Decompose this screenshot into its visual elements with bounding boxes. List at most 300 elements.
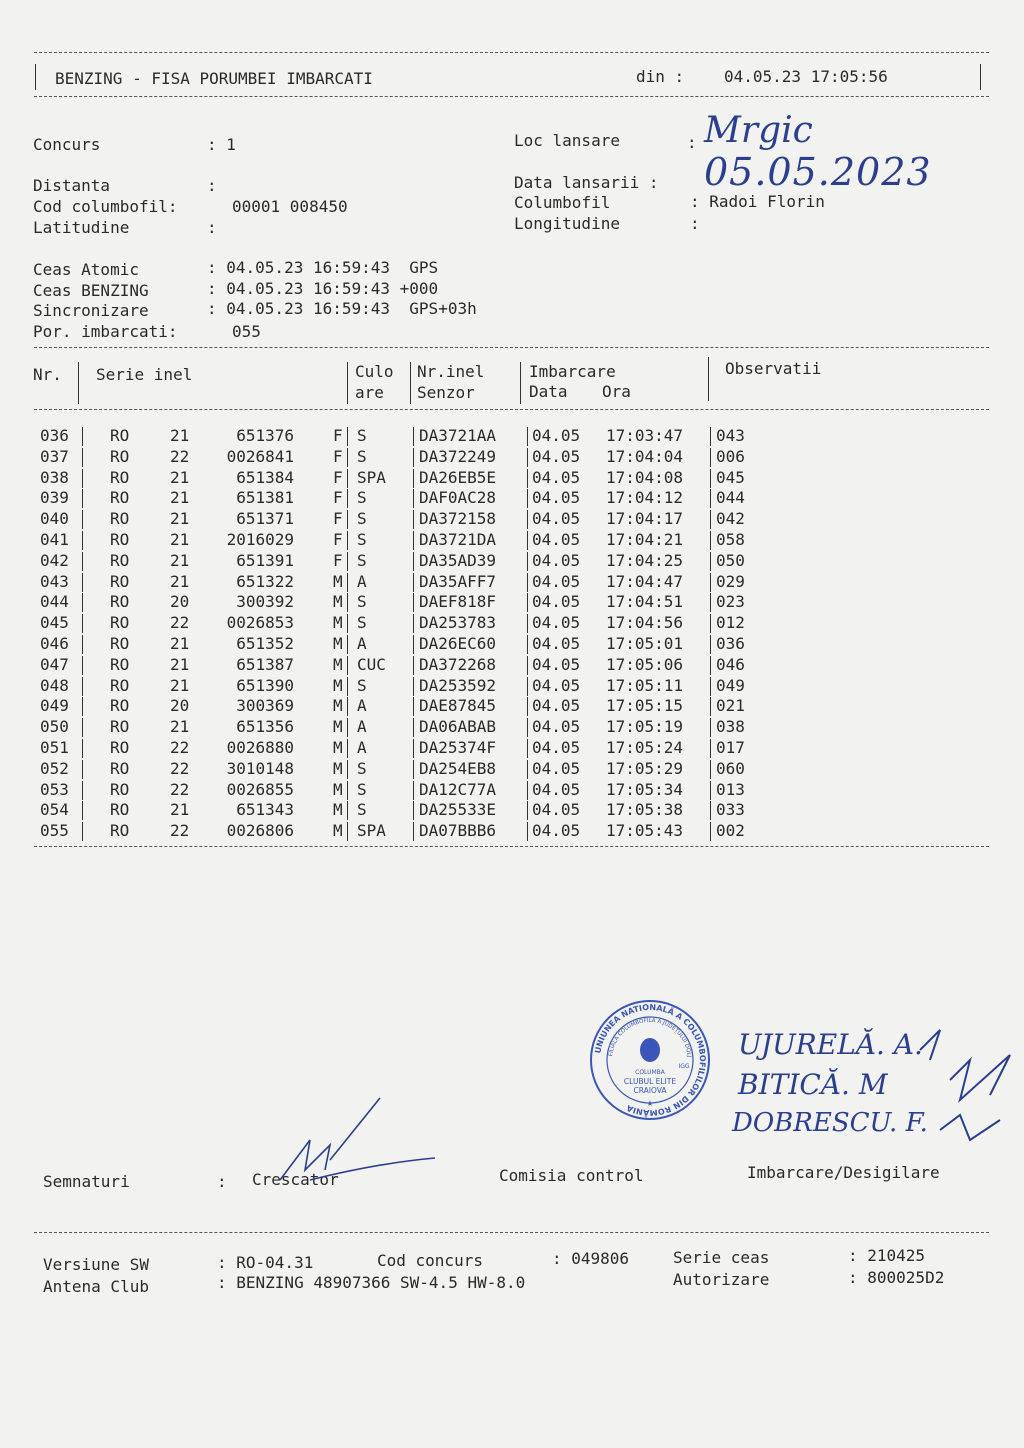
cell-ora: 17:05:01 [606, 634, 684, 653]
cell-ora: 17:04:17 [606, 509, 684, 529]
cell-inel: 2016029 [226, 530, 294, 549]
cell-ora: 17:05:38 [606, 800, 684, 820]
sincronizare-label: Sincronizare [33, 301, 149, 320]
cell-nr: 044 [40, 592, 69, 612]
cell-data: 04.05 [532, 613, 581, 633]
cell-inel: 651387 [236, 654, 294, 674]
cell-nr: 051 [40, 738, 69, 757]
cell-an: 22 [170, 758, 190, 778]
loc-lansare-colon: : [687, 133, 697, 152]
cell-divider [82, 573, 83, 592]
versiune-sw-label: Versiune SW [43, 1255, 149, 1274]
cell-an: 21 [170, 530, 190, 549]
cell-inel: 651352 [236, 634, 294, 653]
semnaturi-colon: : [217, 1172, 227, 1191]
cell-divider [82, 427, 83, 446]
cell-an: 21 [170, 550, 190, 570]
cell-observatii: 023 [716, 592, 745, 612]
cell-an: 21 [170, 800, 190, 820]
cell-observatii: 045 [716, 467, 745, 487]
svg-text:FILIALA COLUMBOFILĂ A JUDEȚULU: FILIALA COLUMBOFILĂ A JUDEȚULUI DOLJ [608, 1017, 692, 1058]
cell-observatii: 036 [716, 634, 745, 653]
cell-sex: M [333, 738, 343, 757]
cell-inel: 0026880 [226, 738, 294, 757]
cell-divider [347, 801, 348, 820]
cell-senzor: DA253592 [419, 675, 497, 695]
longitudine-label: Longitudine [514, 214, 620, 233]
svg-text:★: ★ [646, 1099, 654, 1108]
cell-sex: M [333, 696, 343, 716]
cell-inel: 651371 [236, 509, 294, 529]
col-divider [347, 362, 348, 404]
club-stamp-icon [588, 998, 712, 1122]
cell-senzor: DA3721DA [419, 530, 497, 549]
cell-tara: RO [110, 550, 130, 570]
cell-nr: 037 [40, 446, 69, 466]
cell-observatii: 044 [716, 488, 745, 508]
cell-an: 22 [170, 821, 190, 841]
cell-observatii: 006 [716, 446, 745, 466]
cell-an: 21 [170, 488, 190, 508]
cell-senzor: DA254EB8 [419, 758, 497, 778]
cell-tara: RO [110, 592, 130, 612]
cell-divider [347, 822, 348, 841]
cell-inel: 651390 [236, 675, 294, 695]
cell-sex: F [333, 426, 343, 445]
cell-senzor: DA06ABAB [419, 717, 497, 737]
cell-divider [710, 718, 711, 737]
cell-senzor: DA25374F [419, 738, 497, 757]
cell-divider [347, 593, 348, 612]
col-header-observatii: Observatii [725, 359, 822, 378]
cell-culoare: S [357, 613, 367, 633]
cell-an: 22 [170, 779, 190, 799]
cell-culoare: S [357, 779, 367, 799]
cell-data: 04.05 [532, 717, 581, 737]
cell-divider [347, 718, 348, 737]
imbarcare-desigilare-label: Imbarcare/Desigilare [747, 1163, 940, 1182]
latitudine-label: Latitudine [33, 218, 130, 237]
cell-an: 21 [170, 654, 190, 674]
cell-divider [710, 614, 711, 633]
cell-data: 04.05 [532, 446, 581, 466]
cell-divider [413, 822, 414, 841]
autorizare-value: : 800025D2 [848, 1268, 945, 1287]
cell-divider [82, 489, 83, 508]
cell-inel: 651384 [236, 467, 294, 487]
cell-divider [347, 760, 348, 779]
cod-concurs-label: Cod concurs [377, 1251, 483, 1270]
cell-culoare: S [357, 509, 367, 529]
cell-divider [347, 427, 348, 446]
din-label: din : [636, 67, 685, 86]
cell-sex: M [333, 717, 343, 737]
cell-nr: 050 [40, 717, 69, 737]
serie-ceas-value: : 210425 [848, 1246, 926, 1265]
cell-data: 04.05 [532, 550, 581, 570]
cell-divider [527, 718, 528, 737]
cell-divider [413, 531, 414, 550]
print-datetime: 04.05.23 17:05:56 [724, 67, 888, 86]
cell-divider [710, 448, 711, 467]
cell-observatii: 013 [716, 779, 745, 799]
cell-sex: M [333, 779, 343, 799]
columbofil-value: : Radoi Florin [690, 192, 825, 211]
distanta-label: Distanta [33, 176, 111, 195]
cell-observatii: 002 [716, 821, 745, 841]
cell-divider [413, 739, 414, 758]
cell-sex: M [333, 821, 343, 841]
cell-data: 04.05 [532, 758, 581, 778]
cell-divider [82, 635, 83, 654]
cell-tara: RO [110, 758, 130, 778]
svg-text:IGG: IGG [678, 1063, 690, 1070]
cell-an: 21 [170, 717, 190, 737]
cell-divider [413, 697, 414, 716]
cell-inel: 3010148 [226, 758, 294, 778]
cell-tara: RO [110, 821, 130, 841]
cell-an: 20 [170, 696, 190, 716]
cell-divider [413, 801, 414, 820]
cell-culoare: A [357, 571, 367, 591]
col-header-senzor: Senzor [417, 383, 475, 402]
cell-tara: RO [110, 717, 130, 737]
cell-nr: 036 [40, 426, 69, 445]
cell-culoare: S [357, 488, 367, 508]
cell-tara: RO [110, 613, 130, 633]
cell-nr: 054 [40, 800, 69, 820]
cell-divider [82, 510, 83, 529]
cell-tara: RO [110, 779, 130, 799]
cell-data: 04.05 [532, 821, 581, 841]
ceas-benzing-value: : 04.05.23 16:59:43 +000 [207, 279, 439, 298]
cell-sex: M [333, 613, 343, 633]
cell-divider [82, 718, 83, 737]
cell-data: 04.05 [532, 530, 581, 549]
cell-observatii: 049 [716, 675, 745, 695]
cell-ora: 17:04:08 [606, 467, 684, 487]
cell-data: 04.05 [532, 696, 581, 716]
cell-inel: 651356 [236, 717, 294, 737]
porumbei-imbarcati-label: Por. imbarcati: [33, 322, 178, 341]
cell-sex: M [333, 675, 343, 695]
cell-nr: 045 [40, 613, 69, 633]
table-header-top-rule [34, 347, 989, 348]
cell-divider [527, 573, 528, 592]
col-header-culo: Culo [355, 362, 394, 381]
cell-an: 22 [170, 446, 190, 466]
cell-divider [710, 593, 711, 612]
header-top-rule [34, 52, 989, 53]
cell-data: 04.05 [532, 467, 581, 487]
cell-inel: 0026806 [226, 821, 294, 841]
antena-club-label: Antena Club [43, 1277, 149, 1296]
cell-data: 04.05 [532, 571, 581, 591]
cell-divider [413, 614, 414, 633]
header-bottom-rule [34, 96, 989, 97]
cell-divider [527, 801, 528, 820]
cell-divider [527, 448, 528, 467]
cell-divider [347, 531, 348, 550]
document-title: BENZING - FISA PORUMBEI IMBARCATI [55, 69, 373, 88]
cell-culoare: A [357, 696, 367, 716]
col-divider [708, 357, 709, 401]
cell-divider [413, 760, 414, 779]
footer-top-rule [34, 1232, 989, 1233]
crescator-label: Crescator [252, 1170, 339, 1189]
cell-tara: RO [110, 571, 130, 591]
svg-text:UNIUNEA NATIONALĂ A COLUMBOFIL: UNIUNEA NATIONALĂ A COLUMBOFILILOR DIN ROMÂNIA [593, 1002, 708, 1118]
cell-senzor: DA25533E [419, 800, 497, 820]
cell-ora: 17:05:11 [606, 675, 684, 695]
cell-nr: 049 [40, 696, 69, 716]
cell-tara: RO [110, 634, 130, 653]
cell-divider [82, 614, 83, 633]
loc-lansare-handwritten: Mrgic [704, 110, 813, 151]
col-header-nrinel: Nr.inel [417, 362, 485, 381]
cell-nr: 047 [40, 654, 69, 674]
cell-divider [82, 760, 83, 779]
cell-inel: 651376 [236, 426, 294, 445]
cell-divider [710, 531, 711, 550]
cell-ora: 17:05:19 [606, 717, 684, 737]
cell-nr: 053 [40, 779, 69, 799]
cell-divider [710, 427, 711, 446]
cell-observatii: 043 [716, 426, 745, 445]
cell-data: 04.05 [532, 675, 581, 695]
col-header-serie: Serie inel [96, 365, 193, 384]
cell-divider [413, 656, 414, 675]
cell-divider [527, 739, 528, 758]
longitudine-value: : [690, 214, 700, 233]
svg-text:CLUBUL ELITE: CLUBUL ELITE [623, 1077, 677, 1086]
cell-nr: 041 [40, 530, 69, 549]
cell-sex: F [333, 509, 343, 529]
cell-tara: RO [110, 800, 130, 820]
cell-divider [347, 469, 348, 488]
cell-culoare: S [357, 426, 367, 445]
commission-name-1: UJURELĂ. A. [738, 1028, 923, 1061]
concurs-label: Concurs [33, 135, 101, 154]
cod-columbofil-label: Cod columbofil: [33, 197, 178, 216]
cell-divider [710, 489, 711, 508]
cell-culoare: A [357, 738, 367, 757]
table-bottom-rule [34, 846, 989, 847]
col-header-data: Data [529, 382, 568, 401]
versiune-sw-value: : RO-04.31 [217, 1253, 314, 1272]
cell-divider [413, 469, 414, 488]
cell-an: 21 [170, 675, 190, 695]
cell-sex: F [333, 446, 343, 466]
cell-observatii: 042 [716, 509, 745, 529]
cell-divider [710, 677, 711, 696]
cell-observatii: 050 [716, 550, 745, 570]
cell-divider [527, 697, 528, 716]
cell-culoare: SPA [357, 467, 386, 487]
cell-senzor: DA3721AA [419, 426, 497, 445]
cell-culoare: S [357, 550, 367, 570]
cell-nr: 038 [40, 467, 69, 487]
cell-tara: RO [110, 488, 130, 508]
cell-ora: 17:05:29 [606, 758, 684, 778]
cell-nr: 048 [40, 675, 69, 695]
cell-divider [527, 614, 528, 633]
cell-divider [347, 448, 348, 467]
cell-observatii: 012 [716, 613, 745, 633]
cell-tara: RO [110, 467, 130, 487]
cell-sex: M [333, 592, 343, 612]
cell-divider [527, 677, 528, 696]
col-header-nr: Nr. [33, 365, 62, 384]
cell-senzor: DA253783 [419, 613, 497, 633]
cell-senzor: DAE87845 [419, 696, 497, 716]
cell-sex: M [333, 571, 343, 591]
latitudine-value: : [207, 218, 217, 237]
cell-an: 21 [170, 509, 190, 529]
cell-ora: 17:03:47 [606, 426, 684, 445]
cell-divider [413, 718, 414, 737]
cell-culoare: SPA [357, 821, 386, 841]
commission-signatures-icon [900, 1020, 1020, 1150]
cell-culoare: S [357, 592, 367, 612]
cod-columbofil-value: 00001 008450 [232, 197, 348, 216]
cell-divider [527, 531, 528, 550]
cell-nr: 052 [40, 758, 69, 778]
cell-data: 04.05 [532, 800, 581, 820]
cell-divider [710, 739, 711, 758]
table-header-bottom-rule [34, 409, 989, 410]
cell-culoare: A [357, 717, 367, 737]
cell-sex: F [333, 467, 343, 487]
commission-name-2: BITICĂ. M [738, 1068, 888, 1101]
cell-nr: 040 [40, 509, 69, 529]
cell-inel: 651343 [236, 800, 294, 820]
cell-ora: 17:04:25 [606, 550, 684, 570]
cell-divider [347, 635, 348, 654]
cell-divider [527, 489, 528, 508]
cell-divider [710, 469, 711, 488]
cell-divider [527, 656, 528, 675]
cell-an: 22 [170, 613, 190, 633]
cell-data: 04.05 [532, 488, 581, 508]
cell-tara: RO [110, 738, 130, 757]
cell-culoare: S [357, 446, 367, 466]
cell-observatii: 046 [716, 654, 745, 674]
cell-divider [413, 573, 414, 592]
cell-inel: 0026841 [226, 446, 294, 466]
cell-divider [710, 697, 711, 716]
cell-divider [82, 448, 83, 467]
cell-an: 21 [170, 426, 190, 445]
cell-divider [710, 781, 711, 800]
cell-divider [527, 469, 528, 488]
cell-divider [527, 822, 528, 841]
cell-observatii: 060 [716, 758, 745, 778]
cell-senzor: DA07BBB6 [419, 821, 497, 841]
cell-sex: F [333, 488, 343, 508]
data-lansarii-handwritten: 05.05.2023 [704, 150, 932, 194]
cell-divider [413, 448, 414, 467]
distanta-value: : [207, 176, 217, 195]
cell-tara: RO [110, 446, 130, 466]
cell-divider [347, 489, 348, 508]
cell-data: 04.05 [532, 509, 581, 529]
cell-observatii: 017 [716, 738, 745, 757]
cell-an: 21 [170, 571, 190, 591]
cell-tara: RO [110, 426, 130, 445]
col-divider [410, 362, 411, 404]
cell-culoare: CUC [357, 654, 386, 674]
semnaturi-label: Semnaturi [43, 1172, 130, 1191]
svg-text:COLUMBA: COLUMBA [635, 1069, 665, 1076]
cell-sex: M [333, 634, 343, 653]
cell-ora: 17:05:06 [606, 654, 684, 674]
porumbei-imbarcati-value: 055 [232, 322, 261, 341]
ceas-atomic-label: Ceas Atomic [33, 260, 139, 279]
cell-sex: M [333, 654, 343, 674]
cell-culoare: A [357, 634, 367, 653]
cell-ora: 17:05:24 [606, 738, 684, 757]
cell-senzor: DA35AFF7 [419, 571, 497, 591]
cell-divider [82, 781, 83, 800]
cell-observatii: 021 [716, 696, 745, 716]
cell-data: 04.05 [532, 654, 581, 674]
cell-inel: 300369 [236, 696, 294, 716]
cell-divider [710, 635, 711, 654]
cell-sex: F [333, 530, 343, 549]
cell-senzor: DA372249 [419, 446, 497, 466]
cell-divider [710, 760, 711, 779]
cell-divider [82, 739, 83, 758]
cell-senzor: DA26EC60 [419, 634, 497, 653]
cell-nr: 039 [40, 488, 69, 508]
cell-an: 22 [170, 738, 190, 757]
cell-senzor: DA372158 [419, 509, 497, 529]
cell-nr: 042 [40, 550, 69, 570]
col-header-ora: Ora [602, 382, 631, 401]
cell-divider [413, 489, 414, 508]
col-header-imbarcare: Imbarcare [529, 362, 616, 381]
cell-divider [413, 552, 414, 571]
cell-divider [82, 822, 83, 841]
cell-data: 04.05 [532, 426, 581, 445]
cell-inel: 0026855 [226, 779, 294, 799]
cell-divider [413, 593, 414, 612]
cell-divider [527, 510, 528, 529]
cell-data: 04.05 [532, 738, 581, 757]
antena-club-value: : BENZING 48907366 SW-4.5 HW-8.0 [217, 1273, 526, 1292]
cell-inel: 651381 [236, 488, 294, 508]
autorizare-label: Autorizare [673, 1270, 770, 1289]
header-left-bar [35, 64, 36, 90]
comisia-control-label: Comisia control [499, 1166, 644, 1185]
cell-culoare: S [357, 530, 367, 549]
col-header-are: are [355, 383, 384, 402]
cell-observatii: 038 [716, 717, 745, 737]
cod-concurs-value: : 049806 [552, 1249, 630, 1268]
cell-divider [527, 593, 528, 612]
cell-divider [710, 656, 711, 675]
cell-divider [710, 552, 711, 571]
cell-senzor: DA35AD39 [419, 550, 497, 570]
cell-observatii: 029 [716, 571, 745, 591]
cell-observatii: 033 [716, 800, 745, 820]
cell-ora: 17:04:12 [606, 488, 684, 508]
cell-an: 21 [170, 467, 190, 487]
concurs-value: : 1 [207, 135, 236, 154]
cell-divider [82, 593, 83, 612]
cell-divider [413, 677, 414, 696]
